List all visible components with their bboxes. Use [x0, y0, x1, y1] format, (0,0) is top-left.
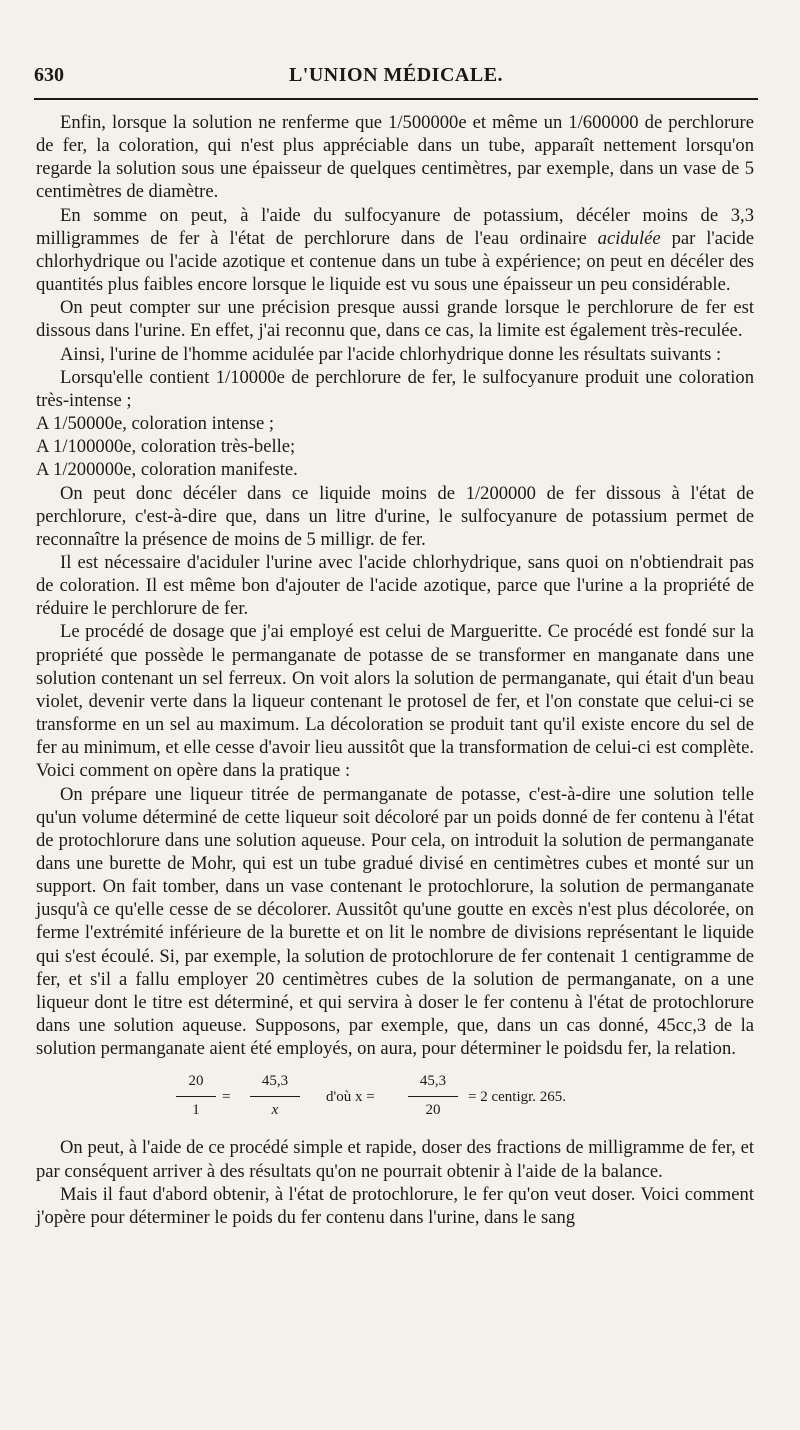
- list-line: A 1/100000e, coloration très-belle;: [36, 436, 296, 458]
- text-run: En somme on peut, à l'aide du sulfocyanure de potassium, décéler moins de 3,3 milligrammes de fer à l'état de perchlorure dans de l'eau ordinaire: [36, 204, 754, 249]
- fraction-bar: [250, 1096, 300, 1097]
- paragraph: Ainsi, l'urine de l'homme acidulée par l'acide chlorhydrique donne les résultats suivants :: [60, 343, 722, 365]
- text-run: par l'acide chlorhydrique ou l'acide azotique et contenue dans un tube à expérience; on peut en décéler des quantités plus faibles encore lorsque le liquide est vu sous une épaisseur un peu considérable.: [36, 227, 754, 296]
- formula-result: = 2 centigr. 265.: [468, 1089, 567, 1106]
- fraction: [250, 1072, 300, 1119]
- formula-text: d'où x =: [326, 1089, 375, 1106]
- fraction: [408, 1072, 458, 1119]
- running-title: L'UNION MÉDICALE.: [288, 64, 504, 86]
- paragraph: On prépare une liqueur titrée de permanganate de potasse, c'est-à-dire une solution telle qu'un volume déterminé de cette liqueur soit décoloré par un poids donné de fer contenu à l'état de protochlorure dans une solution aqueuse. Pour cela, on introduit la solution de permanganate dans une burette de Mohr, qui est un tube gradué divisé en centimètres cubes et monté sur un support. On fait tomber, dans un vase contenant le protochlorure, la solution de permanganate jusqu'à ce qu'elle cesse de se décolorer. Aussitôt qu'une goutte en excès n'est plus décolorée, on ferme l'extrémité inférieure de la burette et on lit le nombre de divisions représentant le liquide qui s'est écoulé. Si, par exemple, la solution de protochlorure de fer contenait 1 centigramme de fer, et s'il a fallu employer 20 centimètres cubes de la solution de permanganate, on a une liqueur dont le titre est déterminé, et qui servira à doser le fer contenu à l'état de protochlorure dans une solution aqueuse. Supposons, par exemple, que, dans un cas donné, 45cc,3 de la solution permanganate aient été employés, on aura, pour déterminer le poidsdu fer, la relation.: [36, 783, 754, 1060]
- page-number: 630: [34, 64, 64, 86]
- header-rule: [34, 98, 758, 100]
- page-header: [34, 64, 758, 88]
- paragraph: Mais il faut d'abord obtenir, à l'état de protochlorure, le fer qu'on veut doser. Voici comment j'opère pour déterminer le poids du fer contenu dans l'urine, dans le sang: [36, 1183, 754, 1228]
- fraction: [176, 1072, 216, 1119]
- denominator: 20: [425, 1102, 441, 1119]
- paragraph: On peut, à l'aide de ce procédé simple et rapide, doser des fractions de milligramme de fer, et par conséquent arriver à des résultats qu'on ne pourrait obtenir à l'aide de la balance.: [36, 1137, 754, 1182]
- paragraph: On peut compter sur une précision presque aussi grande lorsque le perchlorure de fer est dissous dans l'urine. En effet, j'ai reconnu que, dans ce cas, la limite est également très-reculée.: [36, 297, 754, 342]
- paragraph: Le procédé de dosage que j'ai employé est celui de Margueritte. Ce procédé est fondé sur la propriété que possède le permanganate de potasse de se transformer en manganate dans une solution contenant un sel ferreux. On voit alors la solution de permanganate, qui était d'un beau violet, devenir verte dans la liqueur contenant le protosel de fer, et l'on constate que celui-ci se transforme en un sel au maximum. La décoloration se produit tant qu'il existe encore du sel de fer au minimum, et elle cesse d'avoir lieu aussitôt que la transformation de celui-ci est complète. Voici comment on opère dans la pratique :: [36, 621, 754, 782]
- numerator: 45,3: [261, 1073, 289, 1090]
- fraction-bar: [408, 1096, 458, 1097]
- numerator: 45,3: [419, 1073, 447, 1090]
- paragraph: [36, 204, 754, 297]
- numerator: 20: [188, 1073, 204, 1090]
- emphasis: acidulée: [597, 227, 661, 249]
- article-body: [36, 111, 754, 1229]
- equation: [36, 1072, 754, 1124]
- equals-sign: =: [222, 1089, 231, 1106]
- paragraph: Il est nécessaire d'aciduler l'urine avec l'acide chlorhydrique, sans quoi on n'obtiendrait pas de coloration. Il est même bon d'ajouter de l'acide azotique, parce que l'urine a la propriété de réduire le perchlorure de fer.: [36, 551, 754, 620]
- denominator: x: [271, 1102, 279, 1119]
- list-line: A 1/50000e, coloration intense ;: [36, 413, 275, 435]
- denominator: 1: [192, 1102, 200, 1119]
- paragraph: On peut donc décéler dans ce liquide moins de 1/200000 de fer dissous à l'état de perchlorure, c'est-à-dire que, dans un litre d'urine, le sulfocyanure de potassium permet de reconnaître la présence de moins de 5 milligr. de fer.: [36, 482, 754, 550]
- paragraph: Enfin, lorsque la solution ne renferme que 1/500000e et même un 1/600000 de perchlorure de fer, la coloration, qui n'est plus appréciable dans un tube, apparaît nettement lorsqu'on regarde la solution sous une épaisseur de quelques centimètres, par exemple, dans un vase de 5 centimètres de diamètre.: [36, 112, 754, 203]
- fraction-bar: [176, 1096, 216, 1097]
- paragraph: Lorsqu'elle contient 1/10000e de perchlorure de fer, le sulfocyanure produit une coloration très-intense ;: [36, 366, 754, 411]
- list-line: A 1/200000e, coloration manifeste.: [36, 459, 298, 481]
